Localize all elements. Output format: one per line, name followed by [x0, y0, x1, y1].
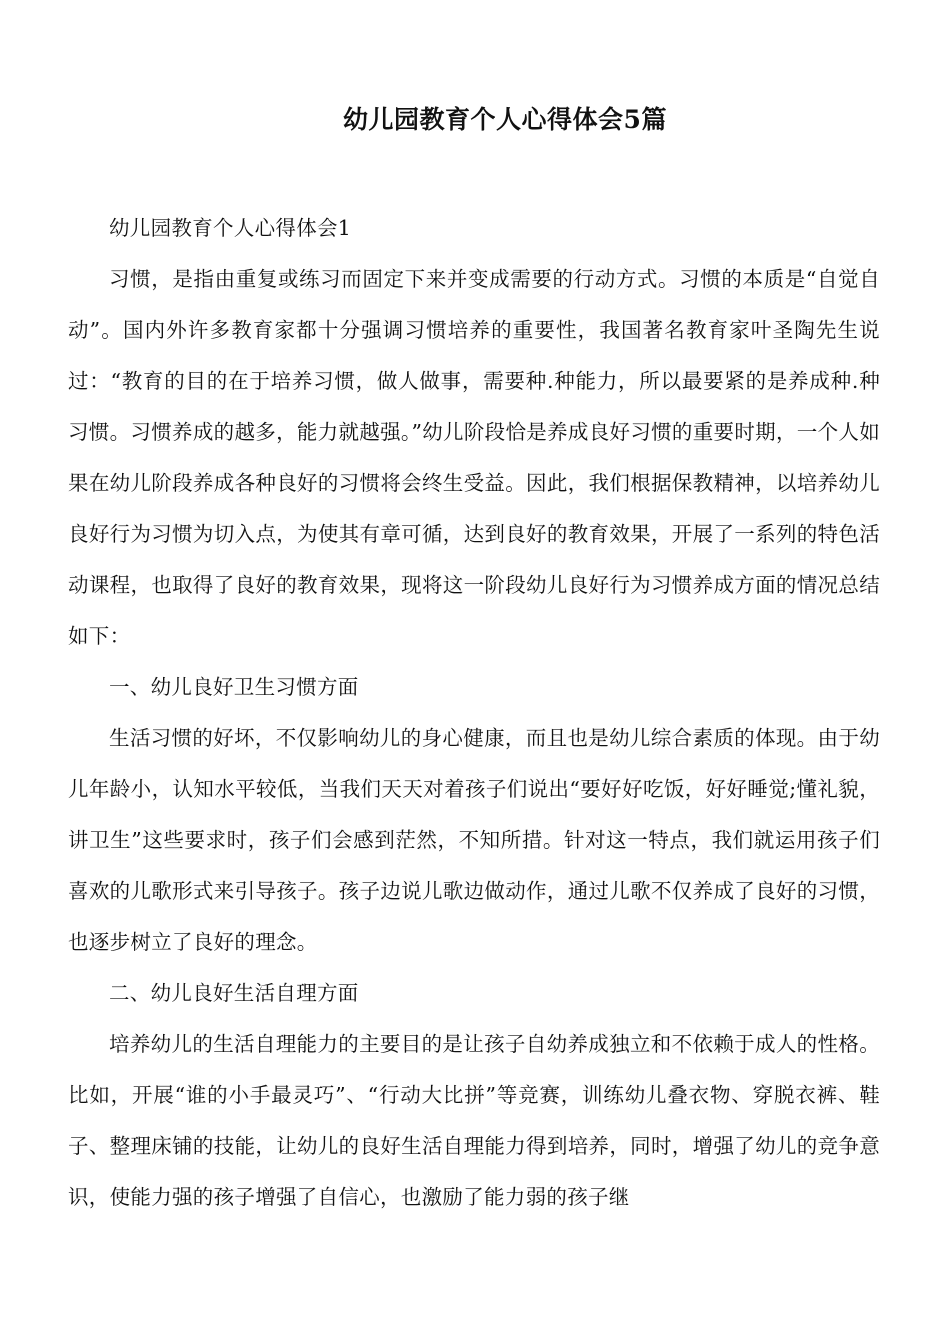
section-subtitle-1: 幼儿园教育个人心得体会1 — [109, 216, 352, 240]
body-paragraph-1: 习惯，是指由重复或练习而固定下来并变成需要的行动方式。习惯的本质是“自觉自动”。国内外许多教育家都十分强调习惯培养的重要性，我国著名教育家叶圣陶先生说过：“教育的目的在于培养习惯，做人做事，需要种.种能力，所以最要紧的是养成种.种习惯。习惯养成的越多，能力就越强。”幼儿阶段恰是养成良好习惯的重要时期，一个人如果在幼儿阶段养成各种良好的习惯将会终生受益。因此，我们根据保教精神，以培养幼儿良好行为习惯为切入点，为使其有章可循，达到良好的教育效果，开展了一系列的特色活动课程，也取得了良好的教育效果，现将这一阶段幼儿良好行为习惯养成方面的情况总结如下： — [68, 267, 880, 648]
section-heading-2: 二、幼儿良好生活自理方面 — [109, 981, 359, 1005]
section-heading-1: 一、幼儿良好卫生习惯方面 — [109, 675, 359, 699]
body-paragraph-2: 生活习惯的好坏，不仅影响幼儿的身心健康，而且也是幼儿综合素质的体现。由于幼儿年龄小，认知水平较低，当我们天天对着孩子们说出“要好好吃饭，好好睡觉;懂礼貌，讲卫生”这些要求时，孩子们会感到茫然，不知所措。针对这一特点，我们就运用孩子们喜欢的儿歌形式来引导孩子。孩子边说儿歌边做动作，通过儿歌不仅养成了良好的习惯，也逐步树立了良好的理念。 — [68, 726, 880, 954]
document-title: 幼儿园教育个人心得体会5篇 — [343, 105, 667, 134]
document-body — [68, 203, 880, 1223]
body-paragraph-3: 培养幼儿的生活自理能力的主要目的是让孩子自幼养成独立和不依赖于成人的性格。比如，开展“谁的小手最灵巧”、“行动大比拼”等竞赛，训练幼儿叠衣物、穿脱衣裤、鞋子、整理床铺的技能，让幼儿的良好生活自理能力得到培养，同时，增强了幼儿的竞争意识，使能力强的孩子增强了自信心，也激励了能力弱的孩子继 — [68, 1032, 880, 1209]
